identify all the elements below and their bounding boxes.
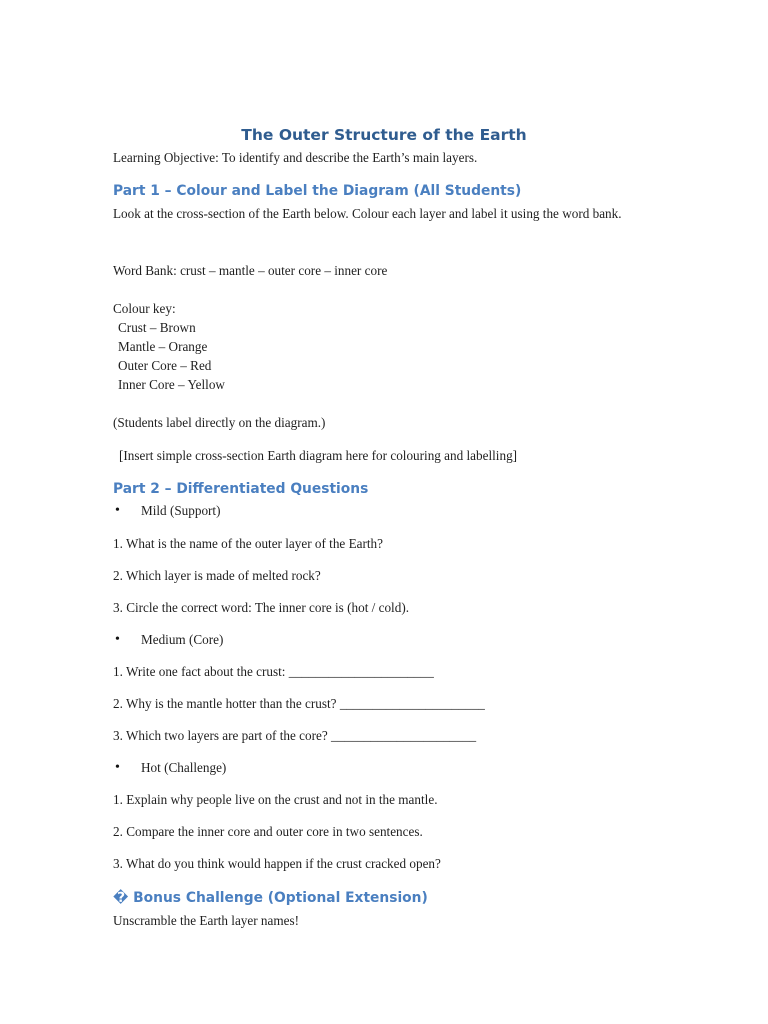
colour-key-label: Colour key: <box>113 301 176 316</box>
diagram-note: (Students label directly on the diagram.) <box>113 415 326 430</box>
colour-key-crust: Crust – Brown <box>118 320 196 335</box>
group-label-mild: Mild (Support) <box>141 503 221 518</box>
question-mild-3: 3. Circle the correct word: The inner core is (hot / cold). <box>113 600 410 615</box>
colour-key-outer-core: Outer Core – Red <box>118 358 212 373</box>
word-bank: Word Bank: crust – mantle – outer core – inner core <box>113 263 388 278</box>
part1-heading: Part 1 – Colour and Label the Diagram (All Students) <box>113 183 522 199</box>
group-label-medium: Medium (Core) <box>141 632 224 647</box>
question-hot-3: 3. What do you think would happen if the crust cracked open? <box>113 856 441 871</box>
colour-key-inner-core: Inner Core – Yellow <box>118 377 225 392</box>
part1-instructions: Look at the cross-section of the Earth below. Colour each layer and label it using the word bank. <box>113 206 622 221</box>
question-medium-2: 2. Why is the mantle hotter than the crust? ______________________ <box>113 696 485 711</box>
question-hot-2: 2. Compare the inner core and outer core in two sentences. <box>113 824 423 839</box>
question-medium-3: 3. Which two layers are part of the core? ______________________ <box>113 728 477 743</box>
learning-objective: Learning Objective: To identify and describe the Earth’s main layers. <box>113 150 478 165</box>
part2-heading: Part 2 – Differentiated Questions <box>113 481 369 497</box>
group-label-hot: Hot (Challenge) <box>141 760 227 775</box>
page-title: The Outer Structure of the Earth <box>241 126 527 144</box>
bonus-text: Unscramble the Earth layer names! <box>113 913 300 928</box>
diagram-placeholder: [Insert simple cross-section Earth diagram here for colouring and labelling] <box>119 448 518 463</box>
bullet-icon: • <box>115 632 120 647</box>
question-mild-2: 2. Which layer is made of melted rock? <box>113 568 321 583</box>
question-mild-1: 1. What is the name of the outer layer of the Earth? <box>113 536 383 551</box>
question-medium-1: 1. Write one fact about the crust: ______________________ <box>113 664 434 679</box>
question-hot-1: 1. Explain why people live on the crust and not in the mantle. <box>113 792 438 807</box>
bullet-icon: • <box>115 760 120 775</box>
bonus-heading: � Bonus Challenge (Optional Extension) <box>113 890 428 906</box>
colour-key-mantle: Mantle – Orange <box>118 339 208 354</box>
bullet-icon: • <box>115 503 120 518</box>
